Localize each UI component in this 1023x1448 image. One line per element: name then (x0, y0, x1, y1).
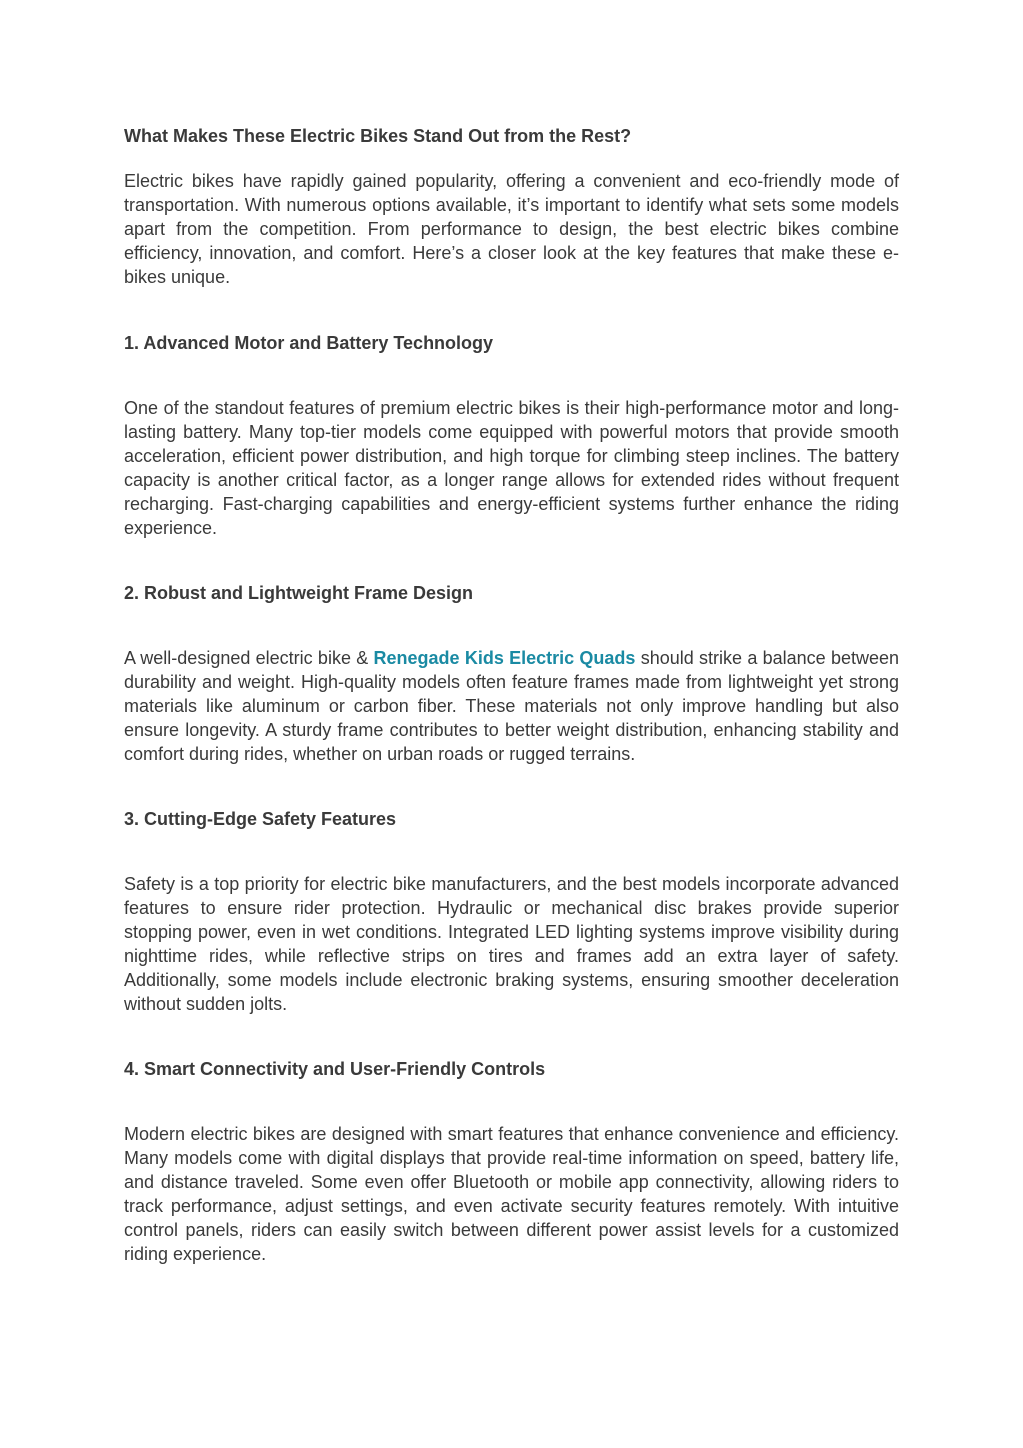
section-body-frame-design (124, 646, 899, 766)
section-body-safety: Safety is a top priority for electric bike manufacturers, and the best models incorporate advanced features to ensure rider protection. Hydraulic or mechanical disc brakes provide superior stopping power, even in wet conditions. Integrated LED lighting systems improve visibility during nighttime rides, while reflective strips on tires and frames add an extra layer of safety. Additionally, some models include electronic braking systems, ensuring smoother deceleration without sudden jolts. (124, 874, 899, 1014)
document-title: What Makes These Electric Bikes Stand Out from the Rest? (124, 126, 632, 146)
document-page (124, 124, 899, 1266)
section-heading-safety: 3. Cutting-Edge Safety Features (124, 809, 397, 829)
section-heading-connectivity: 4. Smart Connectivity and User-Friendly Controls (124, 1059, 546, 1079)
frame-body-after-link: should strike a balance between durability and weight. High-quality models often feature frames made from lightweight yet strong materials like aluminum or carbon fiber. These materials not only improve handling but also ensure longevity. A sturdy frame contributes to better weight distribution, enhancing stability and comfort during rides, whether on urban roads or rugged terrains. (124, 648, 899, 764)
intro-paragraph: Electric bikes have rapidly gained popularity, offering a convenient and eco-friendly mode of transportation. With numerous options available, it’s important to identify what sets some models apart from the competition. From performance to design, the best electric bikes combine efficiency, innovation, and comfort. Here’s a closer look at the key features that make these e-bikes unique. (124, 171, 899, 287)
renegade-kids-electric-quads-link[interactable]: Renegade Kids Electric Quads (373, 648, 636, 668)
section-heading-motor-battery: 1. Advanced Motor and Battery Technology (124, 333, 494, 353)
frame-body-before-link: A well-designed electric bike & (124, 648, 374, 668)
section-body-motor-battery: One of the standout features of premium electric bikes is their high-performance motor and long-lasting battery. Many top-tier models come equipped with powerful motors that provide smooth acceleration, efficient power distribution, and high torque for climbing steep inclines. The battery capacity is another critical factor, as a longer range allows for extended rides without frequent recharging. Fast-charging capabilities and energy-efficient systems further enhance the riding experience. (124, 398, 899, 538)
section-heading-frame-design: 2. Robust and Lightweight Frame Design (124, 583, 474, 603)
section-body-connectivity: Modern electric bikes are designed with smart features that enhance convenience and efficiency. Many models come with digital displays that provide real-time information on speed, battery life, and distance traveled. Some even offer Bluetooth or mobile app connectivity, allowing riders to track performance, adjust settings, and even activate security features remotely. With intuitive control panels, riders can easily switch between different power assist levels for a customized riding experience. (124, 1124, 899, 1264)
